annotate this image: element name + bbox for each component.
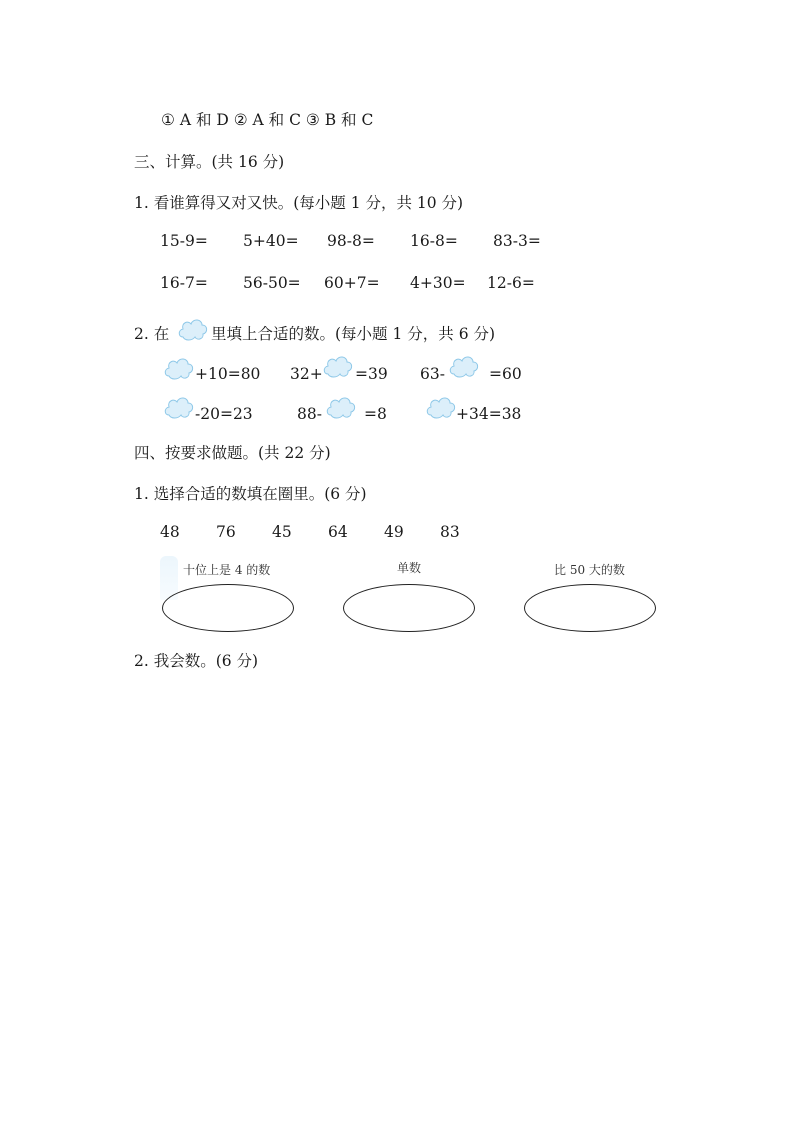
section-4-heading: 四、按要求做题。(共 22 分) [134, 444, 331, 462]
calc-item: 16-8= [410, 232, 458, 250]
number-item: 48 [160, 523, 180, 541]
cloud-icon [163, 393, 195, 421]
answer-oval-tens-4[interactable] [162, 584, 294, 632]
oval-label-odd: 单数 [397, 561, 422, 575]
section-3-q2-title-suffix: 里填上合适的数。(每小题 1 分，共 6 分) [211, 325, 496, 343]
cloud-icon [425, 393, 457, 421]
fill-item-4: -20=23 [195, 405, 253, 423]
fill-item-5-pre: 88- [297, 405, 322, 423]
fill-item-2-post: =39 [355, 365, 388, 383]
fill-item-5-post: =8 [364, 405, 387, 423]
fill-item-3-pre: 63- [420, 365, 445, 383]
calc-item: 12-6= [487, 274, 535, 292]
cloud-icon [325, 393, 357, 421]
section-4-q1-title: 1. 选择合适的数填在圈里。(6 分) [134, 485, 367, 503]
calc-item: 83-3= [493, 232, 541, 250]
cloud-icon [177, 315, 209, 343]
number-item: 45 [272, 523, 292, 541]
number-item: 83 [440, 523, 460, 541]
section-3-heading: 三、计算。(共 16 分) [134, 153, 285, 171]
answer-oval-odd[interactable] [343, 584, 475, 632]
calc-item: 5+40= [243, 232, 299, 250]
calc-item: 98-8= [327, 232, 375, 250]
answer-oval-gt-50[interactable] [524, 584, 656, 632]
calc-item: 15-9= [160, 232, 208, 250]
fill-item-2-pre: 32+ [290, 365, 323, 383]
cloud-icon [322, 352, 354, 380]
section-4-q2-title: 2. 我会数。(6 分) [134, 652, 259, 670]
cloud-icon [163, 354, 195, 382]
calc-item: 4+30= [410, 274, 466, 292]
oval-label-tens-4: 十位上是 4 的数 [183, 563, 271, 577]
number-item: 49 [384, 523, 404, 541]
fill-item-1: +10=80 [195, 365, 261, 383]
section-3-q2-title-prefix: 2. 在 [134, 325, 170, 343]
fill-item-3-post: =60 [489, 365, 522, 383]
oval-label-gt-50: 比 50 大的数 [554, 563, 625, 577]
options-line: ① A 和 D ② A 和 C ③ B 和 C [161, 111, 374, 129]
section-3-q1-title: 1. 看谁算得又对又快。(每小题 1 分，共 10 分) [134, 194, 464, 212]
calc-item: 60+7= [324, 274, 380, 292]
calc-item: 16-7= [160, 274, 208, 292]
number-item: 76 [216, 523, 236, 541]
calc-item: 56-50= [243, 274, 301, 292]
cloud-icon [448, 352, 480, 380]
fill-item-6: +34=38 [456, 405, 522, 423]
number-item: 64 [328, 523, 348, 541]
